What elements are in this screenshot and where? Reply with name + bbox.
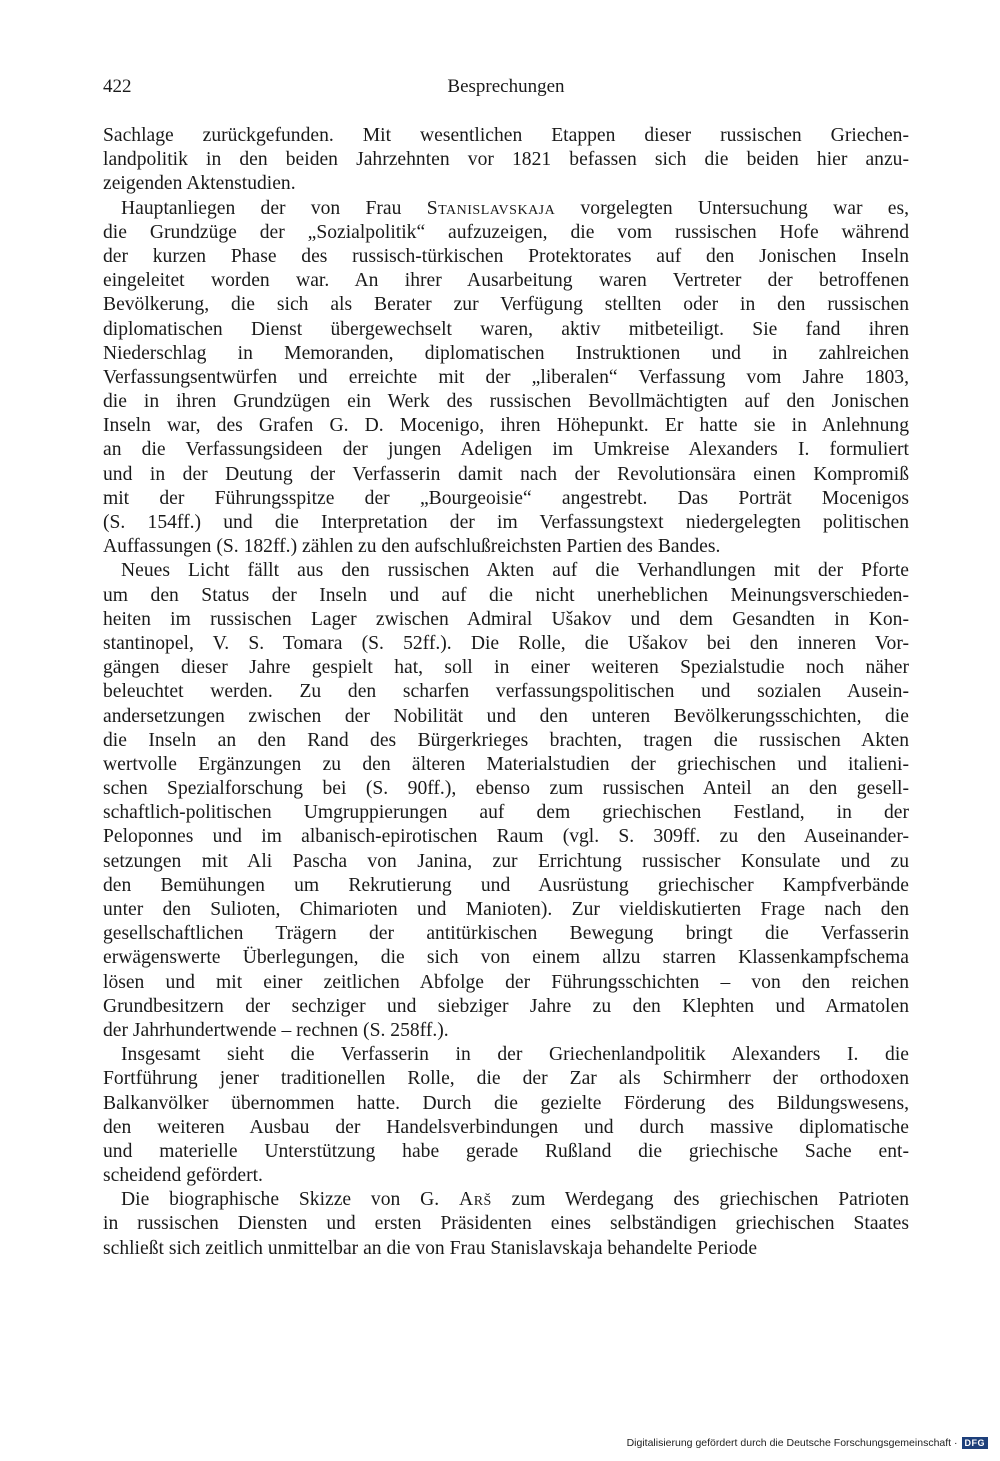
text-line: Hauptanliegen der von Frau Stanislavskaja vorgelegten Untersuchung war es, xyxy=(121,197,909,219)
page-number: 422 xyxy=(103,76,132,97)
text-line: der Jahrhundertwende – rechnen (S. 258ff.). xyxy=(103,1019,449,1041)
text-line: gesellschaftlichen Trägern der antitürkischen Bewegung bringt die Verfasserin xyxy=(103,923,909,945)
text-line: zeigenden Aktenstudien. xyxy=(103,173,296,195)
text-line: an die Verfassungsideen der jungen Adeligen im Umkreise Alexanders I. formuliert xyxy=(103,439,909,461)
author-name: Stanislavskaja xyxy=(426,197,556,219)
text-line: schaftlich-politischen Umgruppierungen auf dem griechischen Festland, in der xyxy=(103,802,909,824)
text-line: schen Spezialforschung bei (S. 90ff.), ebenso zum russischen Anteil an den gesell- xyxy=(103,778,909,800)
text-line: Balkanvölker übernommen hatte. Durch die gezielte Förderung des Bildungswesens, xyxy=(103,1092,909,1114)
text-line: (S. 154ff.) und die Interpretation der im Verfassungstext niedergelegten politischen xyxy=(103,512,909,533)
text-line: und in der Deutung der Verfasserin damit nach der Revolutionsära einen Kompromiß xyxy=(103,463,909,485)
dfg-logo: DFG xyxy=(962,1437,989,1449)
text-line: lösen und mit einer zeitlichen Abfolge der Führungsschichten – von den reichen xyxy=(103,971,909,993)
text-line: Auffassungen (S. 182ff.) zählen zu den aufschlußreichsten Partien des Bandes. xyxy=(103,536,721,558)
text-line: in russischen Diensten und ersten Präsidenten eines selbständigen griechischen Staates xyxy=(103,1213,909,1235)
text-line: Peloponnes und im albanisch-epirotischen Raum (vgl. S. 309ff. zu den Auseinander- xyxy=(103,826,909,848)
paragraph xyxy=(103,1043,909,1188)
text-line: die in ihren Grundzügen ein Werk des russischen Bevollmächtigten auf den Jonischen xyxy=(103,391,909,413)
text-line: Niederschlag in Memoranden, diplomatischen Instruktionen und in zahlreichen xyxy=(103,342,909,364)
body-text xyxy=(103,124,909,1261)
text-line: Neues Licht fällt aus den russischen Akten auf die Verhandlungen mit der Pforte xyxy=(121,560,909,582)
text-line: und materielle Unterstützung habe gerade Rußland die griechische Sache ent- xyxy=(103,1140,909,1162)
text-line: die Grundzüge der „Sozialpolitik“ aufzuzeigen, die vom russischen Hofe während xyxy=(103,221,909,243)
paragraph xyxy=(103,1188,909,1261)
running-title: Besprechungen xyxy=(447,76,565,97)
text-line: Insgesamt sieht die Verfasserin in der Griechenlandpolitik Alexanders I. die xyxy=(121,1044,909,1066)
text-line: beleuchtet werden. Zu den scharfen verfassungspolitischen und sozialen Ausein- xyxy=(103,681,909,703)
text-line: erwägenswerte Überlegungen, die sich von einem allzu starren Klassenkampfschema xyxy=(103,947,909,969)
text-line: landpolitik in den beiden Jahrzehnten vor 1821 befassen sich die beiden hier anzu- xyxy=(103,149,909,171)
text-line: diplomatischen Dienst übergewechselt waren, aktiv mitbeteiligt. Sie fand ihren xyxy=(103,318,909,340)
text-line: eingeleitet worden war. An ihrer Ausarbeitung waren Vertreter der betroffenen xyxy=(103,270,909,292)
paragraph xyxy=(103,124,909,197)
text-line: um den Status der Inseln und auf die nicht unerheblichen Meinungsverschieden- xyxy=(103,584,909,606)
text-line: den Bemühungen um Rekrutierung und Ausrüstung griechischer Kampfverbände xyxy=(103,874,909,896)
text-line: gängen dieser Jahre gespielt hat, soll in einer weiteren Spezialstudie noch näher xyxy=(103,657,909,679)
text-line: andersetzungen zwischen der Nobilität und den unteren Bevölkerungsschichten, die xyxy=(103,705,909,727)
text-line: heiten im russischen Lager zwischen Admiral Ušakov und dem Gesandten in Kon- xyxy=(103,608,909,630)
footer-text: Digitalisierung gefördert durch die Deutsche Forschungsgemeinschaft · xyxy=(626,1437,958,1449)
text-line: die Inseln an den Rand des Bürgerkrieges brachten, tragen die russischen Akten xyxy=(103,729,909,751)
text-line: Sachlage zurückgefunden. Mit wesentlichen Etappen dieser russischen Griechen- xyxy=(103,125,909,146)
page-header xyxy=(103,76,909,102)
text-line: Fortführung jener traditionellen Rolle, die der Zar als Schirmherr der orthodoxen xyxy=(103,1068,909,1090)
paragraph xyxy=(103,559,909,1043)
text-line: unter den Sulioten, Chimarioten und Manioten). Zur vieldiskutierten Frage nach den xyxy=(103,899,909,920)
text-line: schließt sich zeitlich unmittelbar an die von Frau Stanislavskaja behandelte Periode xyxy=(103,1237,758,1259)
text-line: Verfassungsentwürfen und erreichte mit der „liberalen“ Verfassung vom Jahre 1803, xyxy=(103,366,909,388)
text-line: Bevölkerung, die sich als Berater zur Verfügung stellten oder in den russischen xyxy=(103,294,909,316)
text-line: mit der Führungsspitze der „Bourgeoisie“ angestrebt. Das Porträt Mocenigos xyxy=(103,487,909,509)
text-line: wertvolle Ergänzungen zu den älteren Materialstudien der griechischen und italieni- xyxy=(103,753,909,775)
text-line: Inseln war, des Grafen G. D. Mocenigo, ihren Höhepunkt. Er hatte sie in Anlehnung xyxy=(103,415,909,437)
text-line: Die biographische Skizze von G. Arš zum Werdegang des griechischen Patrioten xyxy=(121,1189,909,1211)
text-line: stantinopel, V. S. Tomara (S. 52ff.). Die Rolle, die Ušakov bei den inneren Vor- xyxy=(103,632,909,654)
paragraph xyxy=(103,197,909,560)
text-line: setzungen mit Ali Pascha von Janina, zur Errichtung russischer Konsulate und zu xyxy=(103,850,909,872)
author-name: Arš xyxy=(459,1189,492,1211)
text-line: scheidend gefördert. xyxy=(103,1165,263,1187)
text-line: Grundbesitzern der sechziger und siebziger Jahre zu den Klephten und Armatolen xyxy=(103,995,909,1017)
digitization-footer xyxy=(627,1437,988,1449)
text-line: der kurzen Phase des russisch-türkischen Protektorates auf den Jonischen Inseln xyxy=(103,245,909,267)
text-line: den weiteren Ausbau der Handelsverbindungen und durch massive diplomatische xyxy=(103,1116,909,1138)
